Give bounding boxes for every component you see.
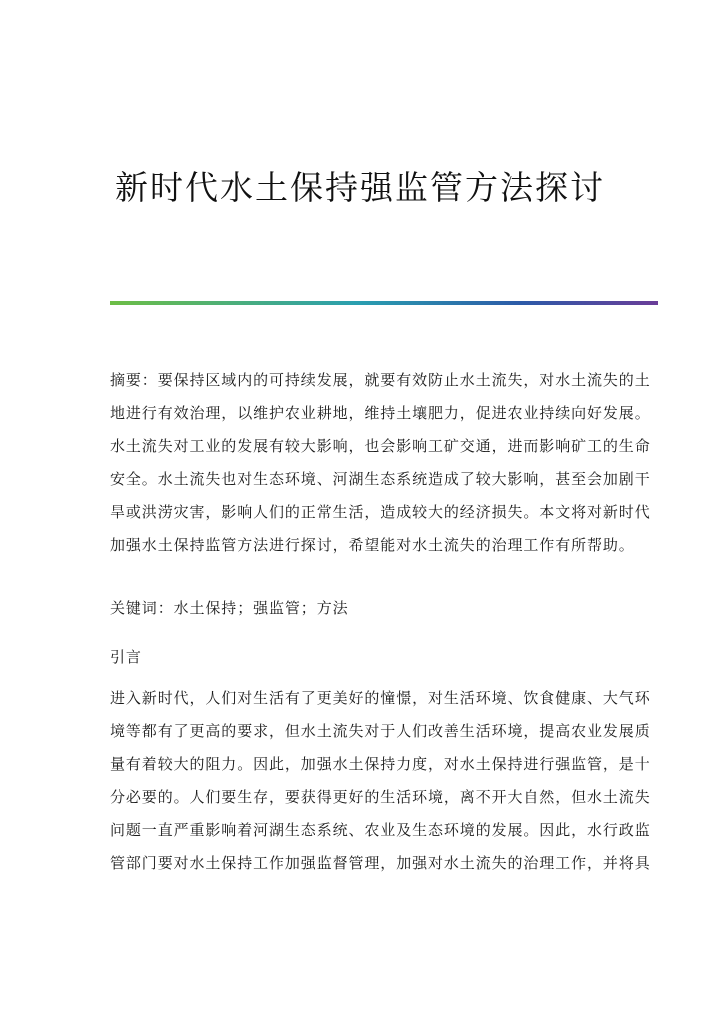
abstract-line: 地进行有效治理，以维护农业耕地，维持土壤肥力，促进农业持续向好发展。 (110, 404, 651, 422)
intro-line: 管部门要对水土保持工作加强监督管理，加强对水土流失的治理工作，并将具 (110, 854, 651, 872)
abstract-line: 旱或洪涝灾害，影响人们的正常生活，造成较大的经济损失。本文将对新时代 (110, 503, 651, 521)
abstract-line: 安全。水土流失也对生态环境、河湖生态系统造成了较大影响，甚至会加剧干 (110, 470, 651, 488)
intro-line: 进入新时代，人们对生活有了更美好的憧憬，对生活环境、饮食健康、大气环 (110, 689, 651, 707)
abstract-line: 加强水土保持监管方法进行探讨，希望能对水土流失的治理工作有所帮助。 (110, 536, 635, 554)
keywords-line: 关键词：水土保持；强监管；方法 (110, 599, 349, 617)
intro-line: 分必要的。人们要生存，要获得更好的生活环境，离不开大自然，但水土流失 (110, 788, 651, 806)
document-title: 新时代水土保持强监管方法探讨 (115, 168, 605, 207)
title-divider (110, 301, 658, 305)
intro-paragraph (110, 682, 651, 880)
abstract-paragraph (110, 364, 651, 562)
abstract-line: 水土流失对工业的发展有较大影响，也会影响工矿交通，进而影响矿工的生命 (110, 437, 651, 455)
section-heading-intro: 引言 (110, 648, 142, 666)
intro-line: 问题一直严重影响着河湖生态系统、农业及生态环境的发展。因此，水行政监 (110, 821, 651, 839)
intro-line: 量有着较大的阻力。因此，加强水土保持力度，对水土保持进行强监管，是十 (110, 755, 651, 773)
intro-line: 境等都有了更高的要求，但水土流失对于人们改善生活环境，提高农业发展质 (110, 722, 651, 740)
abstract-line: 摘要：要保持区域内的可持续发展，就要有效防止水土流失，对水土流失的土 (110, 371, 651, 389)
